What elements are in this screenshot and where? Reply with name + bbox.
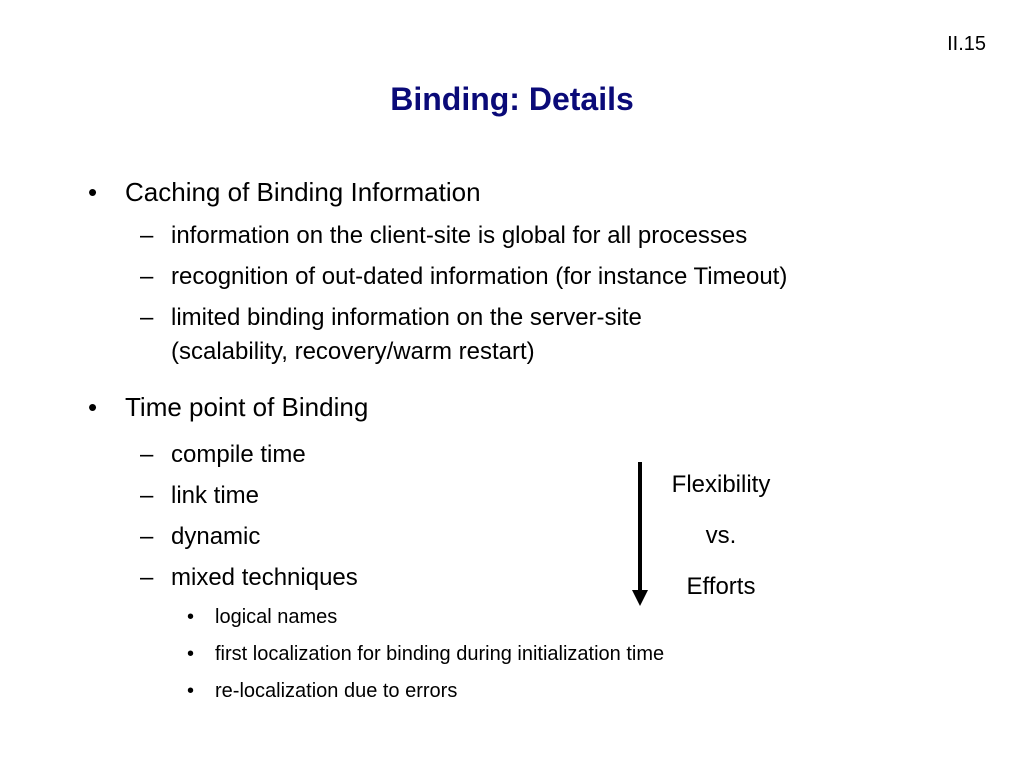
list-item: mixed techniques	[171, 564, 358, 591]
sub-list-item: logical names	[215, 606, 338, 628]
dash-marker: –	[140, 263, 154, 290]
bullet-marker: •	[88, 392, 98, 422]
section-heading-caching: Caching of Binding Information	[125, 177, 481, 207]
bullet-marker: •	[187, 643, 195, 665]
list-item: link time	[171, 482, 260, 509]
side-note-flexibility: Flexibility	[671, 471, 771, 498]
side-note-vs: vs.	[705, 522, 737, 549]
slide-number: II.15	[947, 33, 986, 55]
sub-list-item: first localization for binding during initialization time	[215, 643, 665, 665]
list-item-continuation: (scalability, recovery/warm restart)	[171, 338, 535, 365]
list-item: compile time	[171, 441, 306, 468]
dash-marker: –	[140, 222, 154, 249]
list-item: dynamic	[171, 523, 261, 550]
slide-title: Binding: Details	[390, 81, 634, 117]
side-note-efforts: Efforts	[686, 573, 756, 600]
dash-marker: –	[140, 564, 154, 591]
sub-list-item: re-localization due to errors	[215, 680, 458, 702]
bullet-marker: •	[187, 680, 195, 702]
dash-marker: –	[140, 441, 154, 468]
dash-marker: –	[140, 304, 154, 331]
bullet-marker: •	[88, 177, 98, 207]
section-heading-time-point: Time point of Binding	[125, 392, 369, 422]
list-item: recognition of out-dated information (for instance Timeout)	[171, 263, 788, 290]
dash-marker: –	[140, 523, 154, 550]
dash-marker: –	[140, 482, 154, 509]
bullet-marker: •	[187, 606, 195, 628]
list-item: limited binding information on the server-site	[171, 304, 642, 331]
list-item: information on the client-site is global for all processes	[171, 222, 748, 249]
